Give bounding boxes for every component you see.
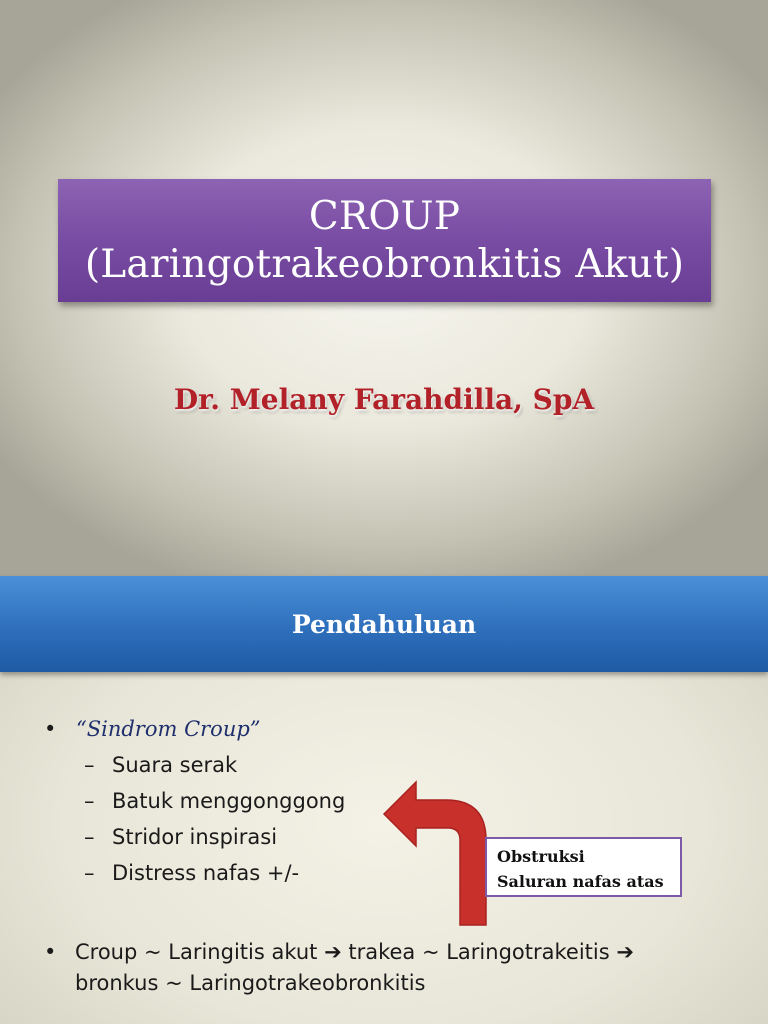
sub-item [84, 855, 345, 891]
callout-box [485, 837, 682, 897]
arrow-shape [384, 782, 486, 925]
bullet-list [44, 714, 345, 891]
sub-item [84, 783, 345, 819]
dash-marker: – [84, 861, 95, 885]
bullet-item-2 [44, 937, 634, 999]
title-main: CROUP [308, 193, 461, 239]
dash-marker: – [84, 825, 95, 849]
sub-item [84, 747, 345, 783]
bullet2-line1: Croup ~ Laringitis akut ➔ trakea ~ Laringotrakeitis ➔ [75, 940, 634, 964]
bullet-marker: • [44, 717, 57, 741]
bent-arrow-icon [380, 779, 490, 929]
sub-item-text: Distress nafas +/- [112, 861, 300, 885]
dash-marker: – [84, 789, 95, 813]
sub-item-text: Stridor inspirasi [112, 825, 278, 849]
author-name: Dr. Melany Farahdilla, SpA [173, 383, 595, 416]
slide-header-title: Pendahuluan [291, 609, 477, 639]
callout-line1: Obstruksi [497, 847, 585, 866]
callout-line2: Saluran nafas atas [497, 872, 664, 891]
title-box [58, 179, 711, 302]
bullet-item [44, 714, 345, 744]
slide-pendahuluan [0, 576, 768, 1024]
bullet2-line2: bronkus ~ Laringotrakeobronkitis [75, 971, 426, 995]
slide-header [0, 576, 768, 672]
bullet-marker: • [44, 940, 57, 964]
bullet-text: “Sindrom Croup” [76, 717, 261, 741]
sub-list [44, 747, 345, 891]
sub-item-text: Suara serak [112, 753, 238, 777]
sub-item-text: Batuk menggonggong [112, 789, 346, 813]
dash-marker: – [84, 753, 95, 777]
sub-item [84, 819, 345, 855]
title-subtitle: (Laringotrakeobronkitis Akut) [84, 241, 685, 287]
